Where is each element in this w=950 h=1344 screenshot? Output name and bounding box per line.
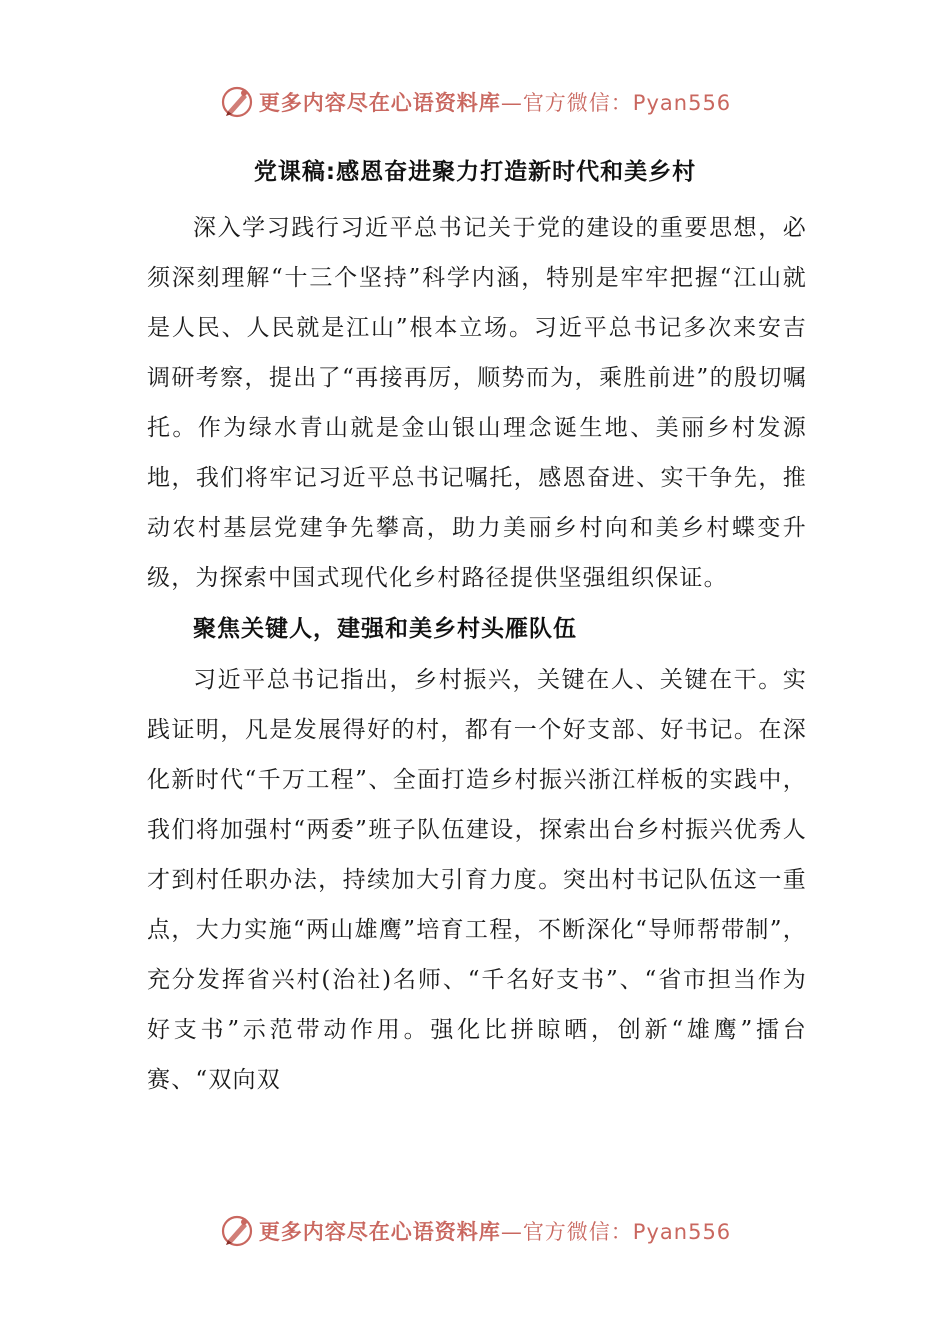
banner-sub-text: —官方微信：Pyan556 (500, 91, 732, 115)
banner-sub-text: —官方微信：Pyan556 (500, 1220, 732, 1244)
section-heading: 聚焦关键人，建强和美乡村头雁队伍 (193, 616, 577, 642)
banner-main-text: 更多内容尽在心语资料库 (258, 1220, 501, 1244)
banner-main-text: 更多内容尽在心语资料库 (258, 91, 501, 115)
footer-banner (0, 1211, 950, 1251)
document-title: 党课稿:感恩奋进聚力打造新时代和美乡村 (253, 159, 697, 185)
banner-text (259, 1216, 731, 1246)
document-body (147, 203, 807, 1105)
intro-paragraph: 深入学习践行习近平总书记关于党的建设的重要思想，必须深刻理解“十三个坚持”科学内涵，特别是牢牢把握“江山就是人民、人民就是江山”根本立场。习近平总书记多次来安吉调研考察，提出了“再接再厉，顺势而为，乘胜前进”的殷切嘱托。作为绿水青山就是金山银山理念诞生地、美丽乡村发源地，我们将牢记习近平总书记嘱托，感恩奋进、实干争先，推动农村基层党建争先攀高，助力美丽乡村向和美乡村蝶变升级，为探索中国式现代化乡村路径提供坚强组织保证。 (147, 215, 807, 591)
pen-logo-icon (219, 1213, 255, 1249)
section-paragraph: 习近平总书记指出，乡村振兴，关键在人、关键在干。实践证明，凡是发展得好的村，都有一个好支部、好书记。在深化新时代“千万工程”、全面打造乡村振兴浙江样板的实践中，我们将加强村“两委”班子队伍建设，探索出台乡村振兴优秀人才到村任职办法，持续加大引育力度。突出村书记队伍这一重点，大力实施“两山雄鹰”培育工程，不断深化“导师帮带制”，充分发挥省兴村(治社)名师、“千名好支书”、“省市担当作为好支书”示范带动作用。强化比拼晾晒，创新“雄鹰”擂台赛、“双向双 (147, 667, 807, 1093)
pen-logo-icon (219, 84, 255, 120)
banner-text (259, 87, 731, 117)
header-banner (0, 82, 950, 122)
